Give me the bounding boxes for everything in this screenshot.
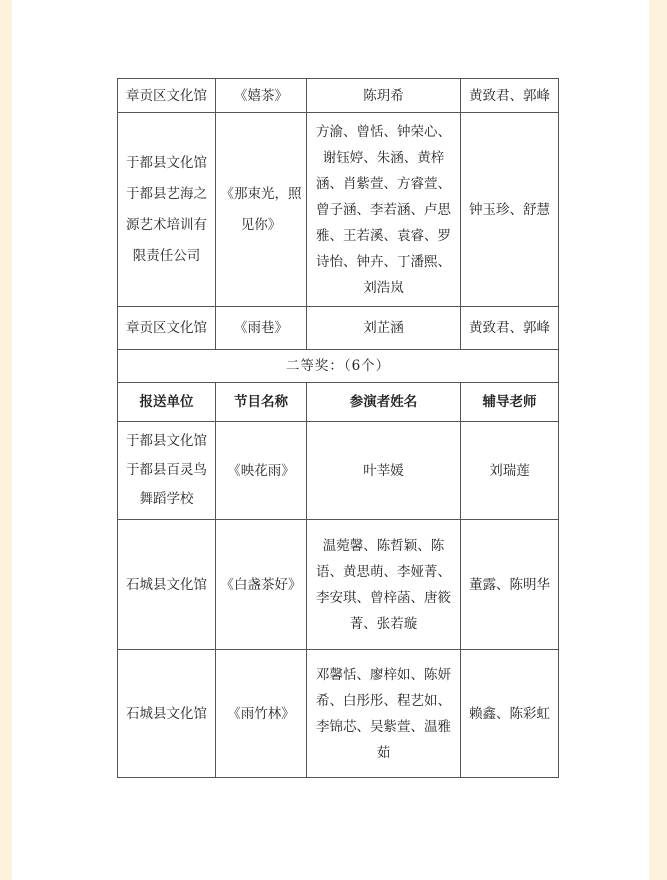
unit-cell: 于都县文化馆于都县艺海之源艺术培训有限责任公司 — [118, 113, 216, 307]
teacher-cell: 黄致君、郭峰 — [461, 307, 559, 350]
program-cell: 《嬉茶》 — [216, 79, 307, 113]
table-row — [118, 113, 559, 307]
teacher-cell: 董露、陈明华 — [461, 520, 559, 650]
table-row — [118, 422, 559, 520]
table-row — [118, 650, 559, 778]
unit-cell: 石城县文化馆 — [118, 650, 216, 778]
header-program: 节目名称 — [216, 383, 307, 422]
performers-cell: 刘芷涵 — [307, 307, 461, 350]
table-row — [118, 520, 559, 650]
program-cell: 《雨巷》 — [216, 307, 307, 350]
teacher-cell: 黄致君、郭峰 — [461, 79, 559, 113]
header-unit: 报送单位 — [118, 383, 216, 422]
section-title: 二等奖：（6个） — [118, 350, 559, 383]
teacher-cell: 刘瑞莲 — [461, 422, 559, 520]
unit-cell: 章贡区文化馆 — [118, 79, 216, 113]
performers-cell: 温菀馨、陈哲颖、陈语、黄思萌、李娅菁、李安琪、曾梓菡、唐筱菁、张若璇 — [307, 520, 461, 650]
unit-cell: 于都县文化馆于都县百灵鸟舞蹈学校 — [118, 422, 216, 520]
performers-cell: 方渝、曾恬、钟荣心、谢钰婷、朱涵、黄梓涵、肖紫萱、方睿萱、曾子涵、李若涵、卢思雅、王若溪、袁睿、罗诗怡、钟卉、丁潘熙、刘浩岚 — [307, 113, 461, 307]
teacher-cell: 钟玉珍、舒慧 — [461, 113, 559, 307]
program-cell: 《映花雨》 — [216, 422, 307, 520]
header-teacher: 辅导老师 — [461, 383, 559, 422]
header-row — [118, 383, 559, 422]
header-performers: 参演者姓名 — [307, 383, 461, 422]
document-page — [12, 0, 649, 880]
program-cell: 《白盏茶好》 — [216, 520, 307, 650]
performers-cell: 叶莘媛 — [307, 422, 461, 520]
unit-cell: 章贡区文化馆 — [118, 307, 216, 350]
table-row — [118, 307, 559, 350]
table-row — [118, 79, 559, 113]
award-table — [117, 78, 559, 778]
performers-cell: 陈玥希 — [307, 79, 461, 113]
unit-cell: 石城县文化馆 — [118, 520, 216, 650]
program-cell: 《那束光，照见你》 — [216, 113, 307, 307]
teacher-cell: 赖鑫、陈彩虹 — [461, 650, 559, 778]
program-cell: 《雨竹林》 — [216, 650, 307, 778]
section-title-row — [118, 350, 559, 383]
performers-cell: 邓馨恬、廖梓如、陈妍希、白彤彤、程艺如、李锦芯、吴紫萱、温雅茹 — [307, 650, 461, 778]
